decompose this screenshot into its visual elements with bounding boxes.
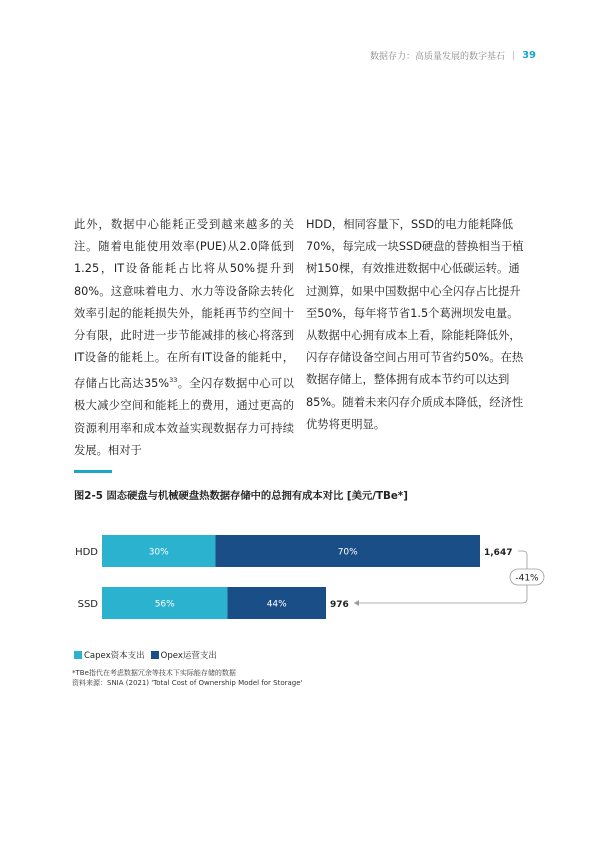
category-label-ssd: SSD — [77, 599, 98, 610]
body-column-right — [306, 214, 528, 436]
tco-stacked-bar-chart — [70, 520, 550, 638]
legend-item-capex — [74, 649, 145, 661]
section-title: 数据存力：高质量发展的数字基石 — [370, 52, 506, 62]
figure-notes — [72, 668, 302, 688]
body-text-left-part1: 此外，数据中心能耗正受到越来越多的关注。随着电能使用效率(PUE)从2.0降低到1.25，IT设备能耗占比将从50%提升到80%。这意味着电力、水力等设备除去转化效率引起的能耗损失外，能耗再节约空间十分有限，此时进一步节能减排的核心将落到IT设备的能耗上。在所有IT设备的能耗中，存储占比高达35% — [74, 218, 294, 391]
body-paragraph-left — [74, 214, 294, 462]
page-header — [370, 49, 536, 62]
note-tbe-definition: *TBe指代在考虑数据冗余等技术下实际能存储的数据 — [72, 669, 236, 677]
figure-accent-rule — [74, 470, 112, 473]
legend-swatch-capex — [74, 651, 82, 659]
legend-swatch-opex — [151, 651, 159, 659]
data-label-capex-hdd: 30% — [148, 547, 169, 558]
change-arrowhead — [354, 600, 359, 606]
chart-legend — [74, 649, 217, 661]
body-column-left — [74, 214, 294, 462]
body-paragraph-right: HDD，相同容量下，SSD的电力能耗降低70%，每完成一块SSD硬盘的替换相当于植树150棵，有效推进数据中心低碳运转。通过测算，如果中国数据中心全闪存占比提升至50%，每年将节省1.5个葛洲坝发电量。从数据中心拥有成本上看，除能耗降低外，闪存存储设备空间占用可节省约50%。在热数据存储上，整体拥有成本节约可以达到85%。随着未来闪存介质成本降低，经济性优势将更明显。 — [306, 218, 524, 431]
data-label-opex-ssd: 44% — [266, 599, 287, 610]
footnote-reference: 33 — [169, 376, 178, 385]
legend-label-capex: Capex资本支出 — [84, 651, 145, 661]
legend-label-opex: Opex运营支出 — [160, 651, 217, 661]
data-label-capex-ssd: 56% — [154, 599, 175, 610]
total-label-hdd: 1,647 — [484, 548, 513, 558]
figure-title: 图2-5 固态硬盘与机械硬盘热数据存储中的总拥有成本对比 [美元/TBe*] — [74, 490, 408, 502]
page-number: 39 — [522, 50, 536, 61]
data-label-opex-hdd: 70% — [337, 547, 358, 558]
header-separator: | — [512, 50, 516, 61]
legend-item-opex — [151, 649, 217, 661]
total-label-ssd: 976 — [330, 600, 349, 610]
body-text-left-part2: 。全闪存数据中心可以极大减少空间和能耗上的费用，通过更高的资源利用率和成本效益实现数据存力可持续发展。相对于 — [74, 377, 294, 457]
note-source: 资料来源：SNIA (2021) 'Total Cost of Ownership Model for Storage' — [72, 679, 303, 687]
category-label-hdd: HDD — [75, 547, 98, 558]
change-annotation: -41% — [515, 573, 539, 584]
